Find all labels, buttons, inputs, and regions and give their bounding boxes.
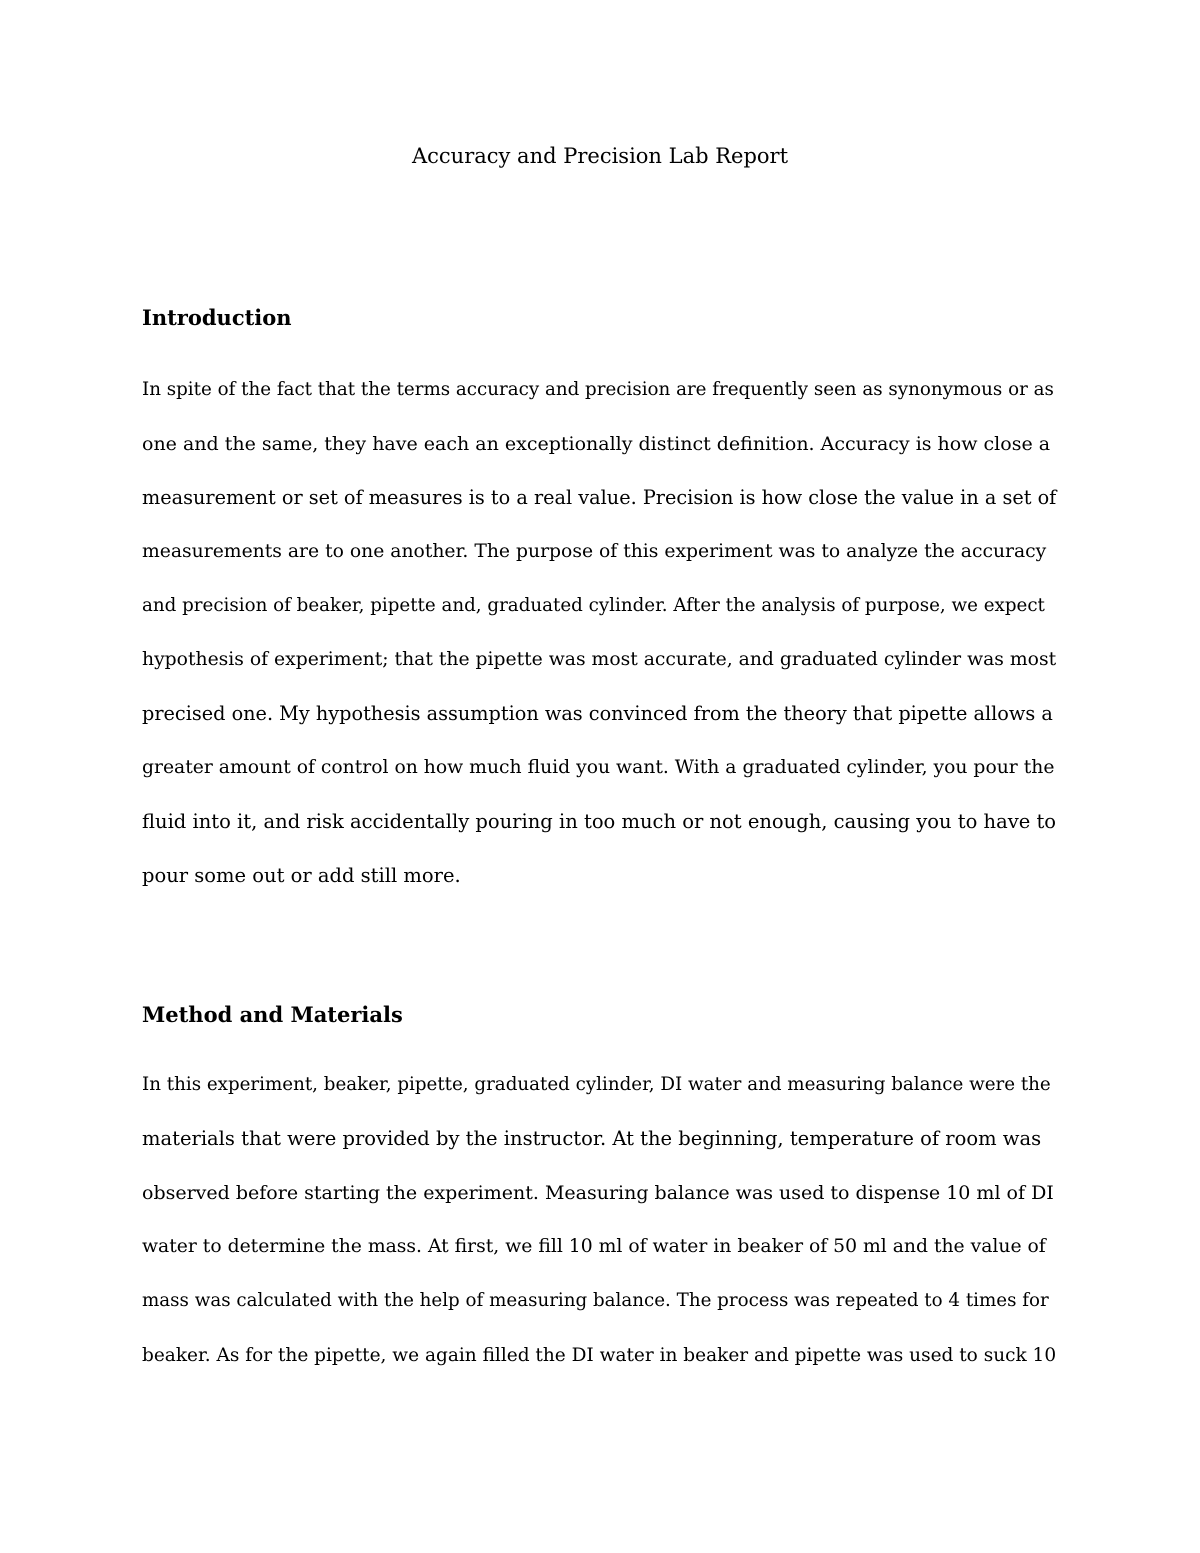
paragraph-line: measurements are to one another. The purpose of this experiment was to analyze the accuracy — [142, 541, 1047, 562]
paragraph-line: and precision of beaker, pipette and, graduated cylinder. After the analysis of purpose, we expect — [142, 595, 1045, 616]
paragraph-line: measurement or set of measures is to a real value. Precision is how close the value in a set of — [142, 486, 1057, 509]
paragraph-line: pour some out or add still more. — [142, 864, 461, 887]
paragraph-line: one and the same, they have each an exceptionally distinct definition. Accuracy is how close a — [142, 433, 1051, 455]
paragraph-line: beaker. As for the pipette, we again filled the DI water in beaker and pipette was used to suck 10 — [142, 1345, 1057, 1366]
paragraph-line: water to determine the mass. At first, we fill 10 ml of water in beaker of 50 ml and the value of — [142, 1236, 1046, 1257]
paragraph-line: fluid into it, and risk accidentally pouring in too much or not enough, causing you to have to — [142, 810, 1057, 833]
paragraph-line: observed before starting the experiment. Measuring balance was used to dispense 10 ml of DI — [142, 1182, 1054, 1204]
section-heading-introduction: Introduction — [142, 305, 292, 330]
section-heading-method-and-materials: Method and Materials — [142, 1002, 403, 1027]
paragraph-line: greater amount of control on how much fluid you want. With a graduated cylinder, you pour the — [142, 757, 1055, 778]
paragraph-line: In spite of the fact that the terms accuracy and precision are frequently seen as synonymous or as — [142, 379, 1054, 400]
paragraph-line: mass was calculated with the help of measuring balance. The process was repeated to 4 times for — [142, 1290, 1049, 1311]
paragraph-line: precised one. My hypothesis assumption was convinced from the theory that pipette allows a — [142, 702, 1053, 725]
paragraph-line: In this experiment, beaker, pipette, graduated cylinder, DI water and measuring balance were the — [142, 1074, 1051, 1095]
paragraph-line: materials that were provided by the instructor. At the beginning, temperature of room was — [142, 1127, 1042, 1150]
paragraph-line: hypothesis of experiment; that the pipette was most accurate, and graduated cylinder was most — [142, 649, 1057, 670]
document-title: Accuracy and Precision Lab Report — [411, 144, 789, 168]
